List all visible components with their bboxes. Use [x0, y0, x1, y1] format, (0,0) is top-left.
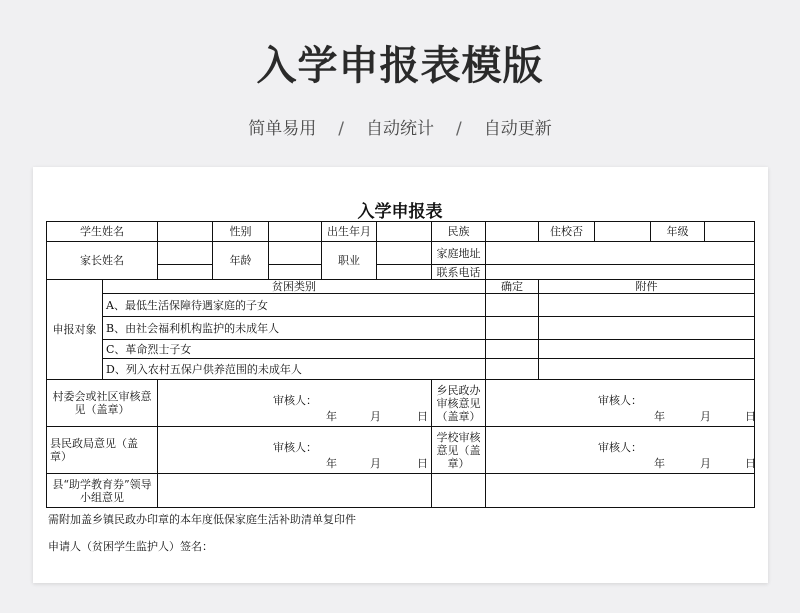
year-label: 年	[326, 410, 337, 423]
apply-row	[47, 340, 755, 359]
age-field-1[interactable]	[269, 242, 322, 265]
confirm-field-d[interactable]	[486, 359, 539, 380]
in-school-field[interactable]	[595, 222, 651, 242]
leadership-review-field[interactable]	[158, 474, 432, 508]
day-label: 日	[745, 457, 756, 470]
student-name-field[interactable]	[158, 222, 213, 242]
apply-item-a: A、最低生活保障待遇家庭的子女	[103, 294, 486, 317]
feature-tags	[0, 114, 800, 139]
month-label: 月	[370, 410, 381, 423]
month-label: 月	[700, 410, 711, 423]
attachment-field-d[interactable]	[539, 359, 755, 380]
gender-field[interactable]	[269, 222, 322, 242]
township-review-field[interactable]	[486, 380, 755, 427]
student-name-label: 学生姓名	[47, 222, 158, 242]
address-label: 家庭地址	[432, 242, 486, 265]
day-label: 日	[417, 410, 428, 423]
apply-target-label: 申报对象	[47, 280, 103, 380]
tag-auto-update: 自动更新	[483, 119, 552, 139]
day-label: 日	[745, 410, 756, 423]
confirm-field-a[interactable]	[486, 294, 539, 317]
age-field-2[interactable]	[269, 265, 322, 280]
apply-item-b: B、由社会福利机构监护的未成年人	[103, 317, 486, 340]
school-review-field[interactable]	[486, 427, 755, 474]
confirm-field-b[interactable]	[486, 317, 539, 340]
occupation-field-2[interactable]	[377, 265, 432, 280]
apply-row	[47, 359, 755, 380]
poverty-type-header: 贫困类别	[103, 280, 486, 294]
birth-label: 出生年月	[322, 222, 377, 242]
reviewer-label: 审核人：	[273, 394, 317, 407]
ethnicity-field[interactable]	[486, 222, 539, 242]
in-school-label: 住校否	[539, 222, 595, 242]
leadership-review-label: 县“助学教育券”领导小组意见	[47, 474, 158, 508]
leadership-extra-field-2[interactable]	[486, 474, 755, 508]
gender-label: 性别	[213, 222, 269, 242]
row-student	[47, 222, 755, 242]
reviewer-label: 审核人：	[598, 441, 642, 454]
confirm-field-c[interactable]	[486, 340, 539, 359]
month-label: 月	[700, 457, 711, 470]
attachment-field-b[interactable]	[539, 317, 755, 340]
day-label: 日	[417, 457, 428, 470]
year-label: 年	[654, 410, 665, 423]
apply-item-c: C、革命烈士子女	[103, 340, 486, 359]
reviewer-label: 审核人：	[273, 441, 317, 454]
village-review-label: 村委会或社区审核意见（盖章）	[47, 380, 158, 427]
row-parent-a	[47, 242, 755, 265]
tag-separator: /	[338, 119, 344, 139]
address-field[interactable]	[486, 242, 755, 265]
month-label: 月	[370, 457, 381, 470]
leadership-extra-field[interactable]	[432, 474, 486, 508]
tag-separator: /	[456, 119, 462, 139]
form-title: 入学申报表	[357, 202, 443, 222]
county-review-field[interactable]	[158, 427, 432, 474]
row-apply-header	[47, 280, 755, 294]
tag-easy: 简单易用	[248, 119, 317, 139]
grade-label: 年级	[651, 222, 705, 242]
confirm-header: 确定	[486, 280, 539, 294]
attachment-note: 需附加盖乡镇民政办印章的本年度低保家庭生活补助清单复印件	[48, 513, 356, 526]
occupation-field-1[interactable]	[377, 242, 432, 265]
attachment-field-c[interactable]	[539, 340, 755, 359]
row-review-3	[47, 474, 755, 508]
age-label: 年龄	[213, 242, 269, 280]
page-title: 入学申报表模版	[256, 43, 544, 89]
ethnicity-label: 民族	[432, 222, 486, 242]
application-form-table	[46, 221, 755, 508]
apply-row	[47, 294, 755, 317]
row-review-1	[47, 380, 755, 427]
signature-line[interactable]: 申请人（贫困学生监护人）签名：	[48, 540, 213, 553]
row-review-2	[47, 427, 755, 474]
attachment-field-a[interactable]	[539, 294, 755, 317]
grade-field[interactable]	[705, 222, 755, 242]
apply-item-d: D、列入农村五保户供养范围的未成年人	[103, 359, 486, 380]
attachment-header: 附件	[539, 280, 755, 294]
phone-field[interactable]	[486, 265, 755, 280]
township-review-label: 乡民政办审核意见（盖章）	[432, 380, 486, 427]
apply-row	[47, 317, 755, 340]
year-label: 年	[654, 457, 665, 470]
phone-label: 联系电话	[432, 265, 486, 280]
year-label: 年	[326, 457, 337, 470]
county-review-label: 县民政局意见（盖章）	[47, 427, 158, 474]
school-review-label: 学校审核意见（盖章）	[432, 427, 486, 474]
tag-auto-stats: 自动统计	[366, 119, 434, 139]
village-review-field[interactable]	[158, 380, 432, 427]
birth-field[interactable]	[377, 222, 432, 242]
parent-name-field-1[interactable]	[158, 242, 213, 265]
parent-name-field-2[interactable]	[158, 265, 213, 280]
occupation-label: 职业	[322, 242, 377, 280]
parent-name-label: 家长姓名	[47, 242, 158, 280]
reviewer-label: 审核人：	[598, 394, 642, 407]
